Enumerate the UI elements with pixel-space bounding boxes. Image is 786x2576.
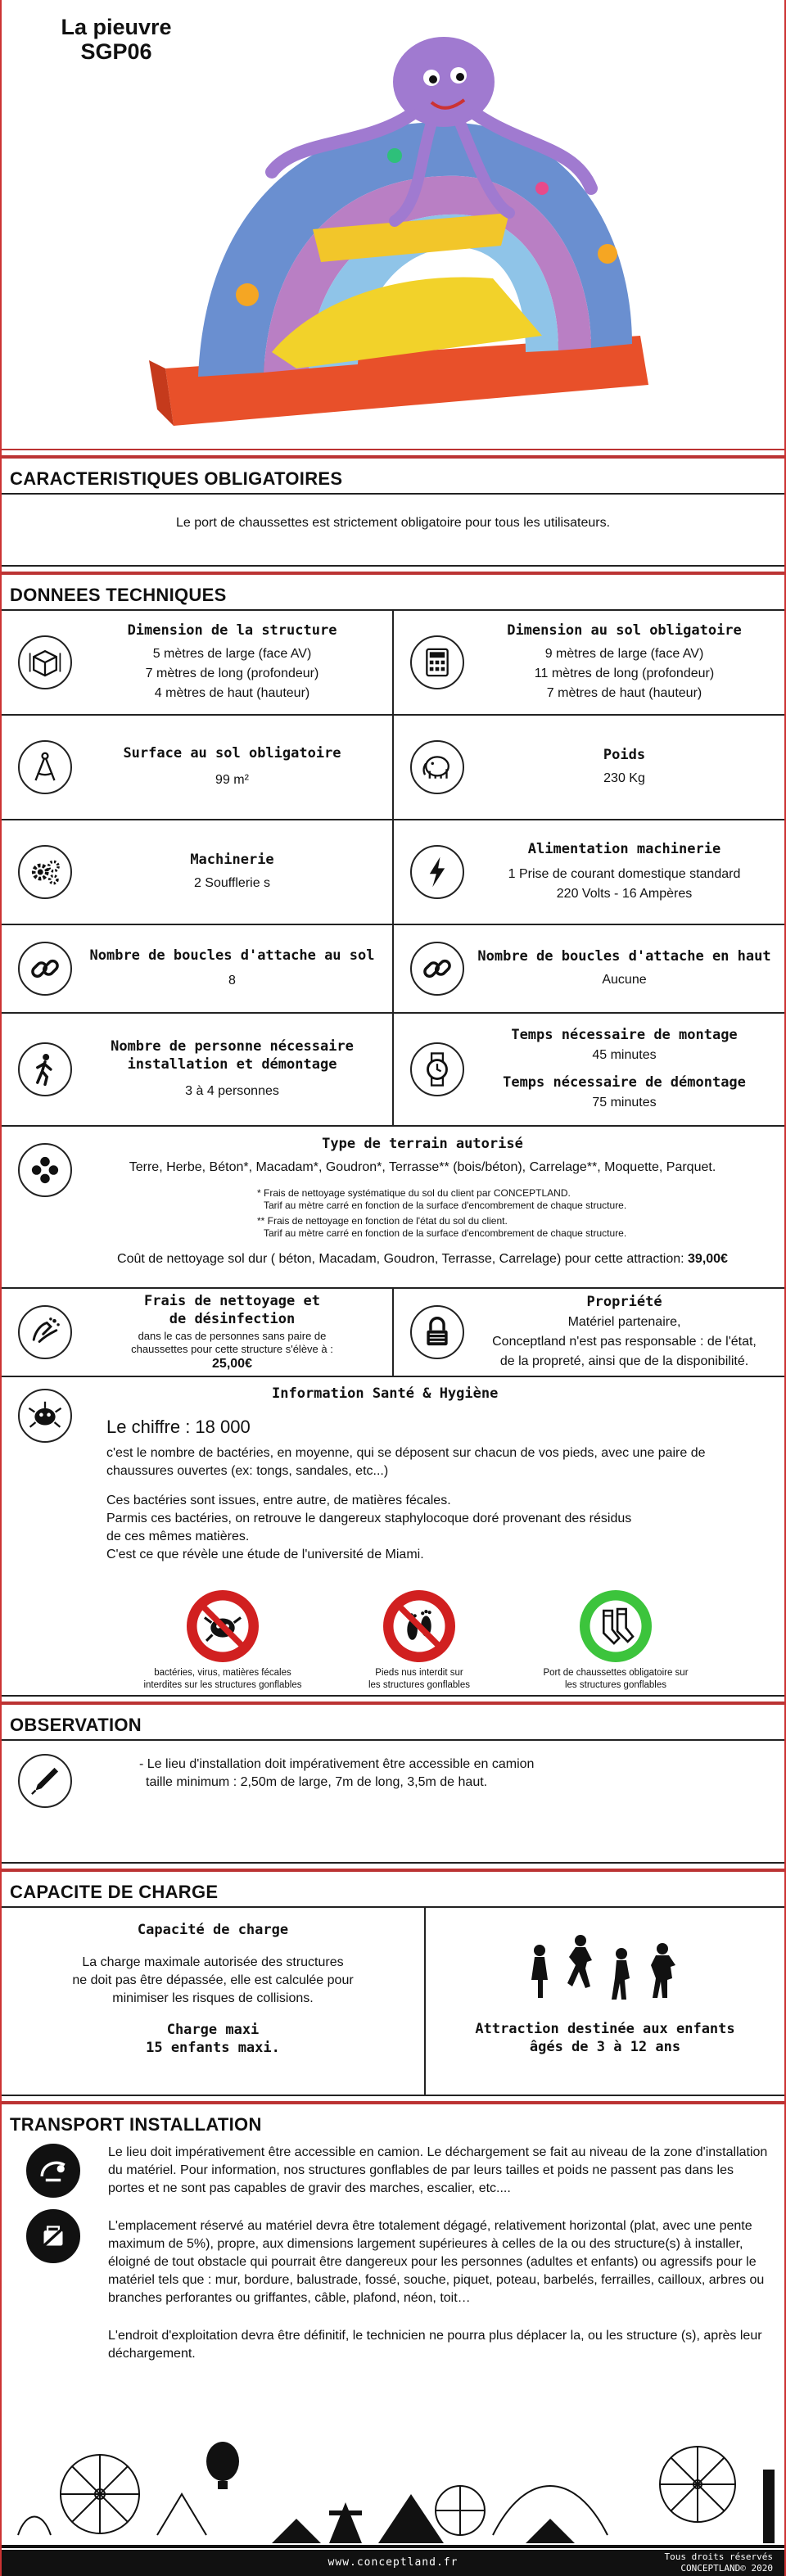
transport-paragraph: Le lieu doit impérativement être accessible en camion. Le déchargement se fait au niveau de la zone d'installation du matériel. Pour information, nos structures gonflables de par leurs tailles et poids ne passent pas dans les portes et ne sont pas capables de gravir des marches, escalier, etc....: [108, 2145, 768, 2195]
max-load-value: 15 enfants maxi.: [146, 2040, 280, 2056]
terrain-note-line: Tarif au mètre carré en fonction de la surface d'encombrement de chaque structure.: [264, 1200, 627, 1211]
bacteria-icon: [18, 1389, 72, 1443]
cell-value: 99 m²: [215, 773, 249, 787]
cleaning-cost: [77, 1250, 768, 1269]
section-title-transport: TRANSPORT INSTALLATION: [10, 2114, 262, 2135]
tech-row: [2, 1289, 784, 1377]
truck-unloading-icon: [26, 2144, 80, 2198]
tech-row: [2, 820, 784, 925]
cell-value: Aucune: [602, 973, 647, 987]
copyright-line: Tous droits réservés: [664, 2551, 773, 2562]
cube-icon: [18, 635, 72, 689]
capacity-details: [2, 1908, 426, 2095]
footer: [2, 2437, 784, 2576]
tech-cell-weight: [392, 716, 784, 819]
tech-cell-setup-time: [392, 1014, 784, 1125]
product-name: La pieuvre: [61, 15, 172, 39]
link-icon: [18, 942, 72, 996]
cell-heading: Nombre de personne nécessaire installation et démontage: [111, 1038, 354, 1073]
separator: [2, 572, 784, 575]
badge-caption: bactéries, virus, matières fécales: [154, 1668, 291, 1678]
terrain-box: [2, 1127, 784, 1289]
badge-caption: interdites sur les structures gonflables: [143, 1680, 302, 1690]
tech-row: [2, 716, 784, 820]
separator: [2, 2101, 784, 2104]
gears-icon: [18, 845, 72, 899]
copyright: [665, 2551, 773, 2574]
separator: [2, 1869, 784, 1872]
tech-cell-top-loops: [392, 925, 784, 1012]
tech-cell-structure-dimension: [2, 611, 392, 714]
no-obstacle-icon: [26, 2209, 80, 2263]
section-title-technical: DONNEES TECHNIQUES: [2, 580, 784, 611]
terrain-note-line: Tarif au mètre carré en fonction de la surface d'encombrement de chaque structure.: [264, 1227, 627, 1239]
flower-icon: [18, 1143, 72, 1197]
cell-value: 45 minutes: [592, 1048, 657, 1062]
property-text: de la propreté, ainsi que de la disponibilité.: [499, 1354, 749, 1368]
transport-box: [2, 2139, 784, 2384]
walker-icon: [18, 1042, 72, 1096]
hygiene-badges: [133, 1590, 706, 1692]
terrain-note-line: ** Frais de nettoyage en fonction de l'état du sol du client.: [257, 1215, 508, 1227]
bouncy-castle-image: [149, 25, 657, 434]
section-title-observation: OBSERVATION: [2, 1710, 784, 1741]
calculator-icon: [410, 635, 464, 689]
copyright-line: CONCEPTLAND© 2020: [680, 2563, 773, 2574]
health-paragraph: Ces bactéries sont issues, entre autre, de matières fécales.: [106, 1494, 451, 1507]
terrain-heading: Type de terrain autorisé: [322, 1136, 523, 1152]
tech-cell-power: [392, 820, 784, 924]
health-heading: Information Santé & Hygiène: [272, 1385, 499, 1402]
tech-cell-ground-dimension: [392, 611, 784, 714]
target-audience: [426, 1908, 784, 2095]
cell-value: 230 Kg: [603, 771, 645, 785]
target-audience-line: âgés de 3 à 12 ans: [529, 2039, 681, 2055]
badge-caption: Port de chaussettes obligatoire sur: [543, 1668, 689, 1678]
bacteria-figure: Le chiffre : 18 000: [106, 1417, 251, 1437]
hands-washing-icon: [18, 1305, 72, 1359]
badge-caption: les structures gonflables: [368, 1680, 470, 1690]
disinfection-text: chaussettes pour cette structure s'élève à :: [131, 1343, 333, 1355]
tech-cell-ground-loops: [2, 925, 392, 1012]
cell-value: 7 mètres de long (profondeur): [145, 667, 319, 680]
website-link[interactable]: www.conceptland.fr: [328, 2556, 458, 2569]
section-title-capacity: CAPACITE DE CHARGE: [2, 1877, 784, 1908]
cell-heading: Dimension au sol obligatoire: [507, 622, 742, 639]
cell-value: 3 à 4 personnes: [185, 1084, 279, 1098]
socks-icon: [580, 1590, 652, 1662]
hero: [2, 0, 784, 450]
cell-heading: Nombre de boucles d'attache au sol: [89, 947, 375, 964]
max-load-label: Charge maxi: [166, 2022, 260, 2038]
cell-heading: Alimentation machinerie: [527, 841, 721, 857]
product-reference: SGP06: [80, 39, 152, 64]
cell-value: 4 mètres de haut (hauteur): [154, 686, 310, 700]
tech-row: [2, 925, 784, 1014]
property-text: Conceptland n'est pas responsable : de l'état,: [492, 1335, 757, 1349]
compass-icon: [18, 740, 72, 794]
capacity-box: [2, 1908, 784, 2096]
no-bacteria-icon: [187, 1590, 259, 1662]
observation-box: [2, 1741, 784, 1864]
badge-no-bacteria: [133, 1590, 313, 1692]
cell-heading: Machinerie: [190, 852, 274, 868]
cell-heading: Temps nécessaire de démontage: [503, 1074, 746, 1091]
socks-mandatory-text: Le port de chaussettes est strictement obligatoire pour tous les utilisateurs.: [175, 516, 611, 530]
terrain-note: [257, 1187, 768, 1240]
disinfection-heading: Frais de nettoyage et de désinfection: [144, 1293, 320, 1327]
disinfection-cell: [2, 1289, 392, 1376]
tech-row: [2, 1014, 784, 1127]
health-box: [2, 1377, 784, 1697]
elephant-icon: [410, 740, 464, 794]
link-icon: [410, 942, 464, 996]
health-paragraph: Parmis ces bactéries, on retrouve le dangereux staphylocoque doré provenant des résidus: [106, 1512, 632, 1525]
terrain-list: Terre, Herbe, Béton*, Macadam*, Goudron*, Terrasse** (bois/béton), Carrelage**, Moquette, Parquet.: [129, 1160, 716, 1174]
capacity-text: ne doit pas être dépassée, elle est calculée pour: [72, 1973, 354, 1987]
separator: [2, 455, 784, 459]
cell-value: 8: [228, 974, 236, 987]
cleaning-cost-value: 39,00€: [688, 1252, 728, 1266]
health-paragraph: C'est ce que révèle une étude de l'université de Miami.: [106, 1548, 424, 1561]
cell-value: 1 Prise de courant domestique standard: [508, 867, 741, 881]
funfair-skyline-illustration: [2, 2437, 784, 2551]
health-paragraph: de ces mêmes matières.: [106, 1530, 250, 1543]
disinfection-price: 25,00€: [212, 1357, 252, 1371]
tech-cell-staff: [2, 1014, 392, 1125]
cell-value: 75 minutes: [592, 1096, 657, 1109]
lightning-icon: [410, 845, 464, 899]
footer-bar: [2, 2550, 784, 2576]
transport-paragraph: L'endroit d'exploitation devra être définitif, le technicien ne pourra plus déplacer la, ou les structure (s), après leur déchargement.: [108, 2329, 762, 2361]
property-text: Matériel partenaire,: [567, 1315, 681, 1329]
separator: [2, 1702, 784, 1705]
observation-line: - Le lieu d'installation doit impérativement être accessible en camion: [139, 1757, 535, 1771]
cell-heading: Nombre de boucles d'attache en haut: [477, 948, 771, 965]
health-text: [106, 1418, 768, 1564]
observation-line: taille minimum : 2,50m de large, 7m de long, 3,5m de haut.: [146, 1775, 488, 1789]
mandatory-box: [2, 495, 784, 567]
tech-row: [2, 611, 784, 716]
badge-no-barefoot: [329, 1590, 509, 1692]
capacity-text: La charge maximale autorisée des structures: [82, 1955, 344, 1969]
tech-cell-machinery: [2, 820, 392, 924]
tech-cell-surface: [2, 716, 392, 819]
capacity-heading: Capacité de charge: [137, 1922, 289, 1938]
cell-value: 7 mètres de haut (hauteur): [546, 686, 702, 700]
property-heading: Propriété: [586, 1294, 662, 1310]
observation-text: [139, 1756, 534, 1792]
cell-heading: Temps nécessaire de montage: [511, 1027, 738, 1043]
health-paragraph: c'est le nombre de bactéries, en moyenne, qui se déposent sur chacun de vos pieds, avec une paire de chaussures ouvertes (ex: tongs, sandales, etc...): [106, 1446, 706, 1478]
target-audience-line: Attraction destinée aux enfants: [475, 2021, 735, 2037]
cell-value: 5 mètres de large (face AV): [152, 647, 312, 661]
badge-caption: Pieds nus interdit sur: [375, 1668, 463, 1678]
cell-value: 11 mètres de long (profondeur): [534, 667, 715, 680]
children-icon: [515, 1932, 695, 2006]
pen-icon: [18, 1754, 72, 1808]
property-cell: [392, 1289, 784, 1376]
cell-value: 220 Volts - 16 Ampères: [556, 887, 693, 901]
no-barefoot-icon: [383, 1590, 455, 1662]
badge-socks-required: [526, 1590, 706, 1692]
capacity-text: minimiser les risques de collisions.: [112, 1991, 314, 2005]
watch-icon: [410, 1042, 464, 1096]
cell-heading: Surface au sol obligatoire: [123, 745, 341, 762]
cell-value: 2 Soufflerie s: [193, 876, 271, 890]
cleaning-cost-label: Coût de nettoyage sol dur ( béton, Macadam, Goudron, Terrasse, Carrelage) pour cette attraction:: [117, 1252, 689, 1266]
cell-heading: Dimension de la structure: [127, 622, 337, 639]
cell-value: 9 mètres de large (face AV): [544, 647, 704, 661]
padlock-icon: [410, 1305, 464, 1359]
transport-paragraph: L'emplacement réservé au matériel devra être totalement dégagé, relativement horizontal (plat, avec une pente maximum de 5%), propre, aux dimensions largement supérieures à celles de la ou des structure(s) à installer, éloigné de tout obstacle qui pourrait être dangereux pour les personnes (adultes et enfants) ou agressifs pour le matériel tels que : mur, bordure, balustrade, fossé, souche, piquet, poteau, barbelés, ferrailles, cailloux, arbres ou branches perforantes ou griffantes, câble, plafond, néon, toit…: [108, 2219, 765, 2305]
section-title-mandatory: CARACTERISTIQUES OBLIGATOIRES: [2, 463, 784, 495]
disinfection-text: dans le cas de personnes sans paire de: [138, 1330, 327, 1342]
terrain-note-line: * Frais de nettoyage systématique du sol du client par CONCEPTLAND.: [257, 1187, 571, 1199]
cell-heading: Poids: [603, 747, 646, 763]
badge-caption: les structures gonflables: [564, 1680, 666, 1690]
